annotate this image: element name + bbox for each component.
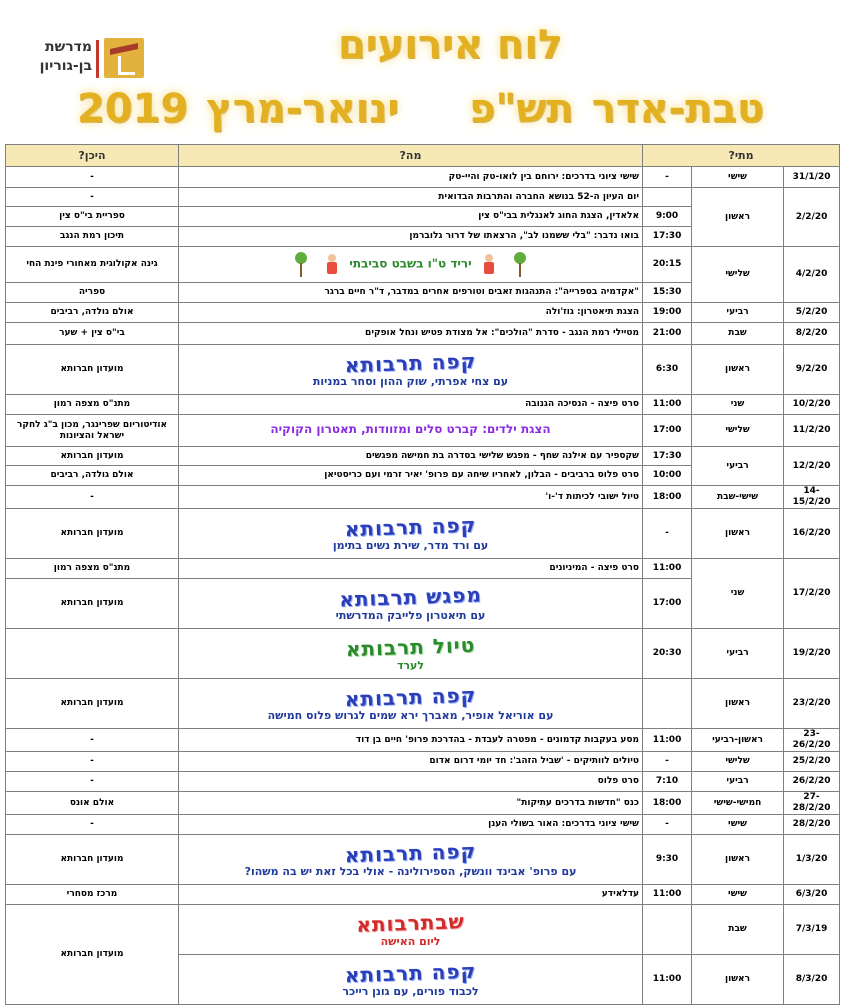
event-date: 4/2/20 <box>784 247 840 303</box>
event-what: מטיילי רמת הנגב - סדרת "הולכים": אל מצודת פטיש ונחל אופקים <box>179 323 643 345</box>
event-time <box>643 679 692 729</box>
event-time: 15:30 <box>643 283 692 303</box>
event-date: 11/2/20 <box>784 415 840 447</box>
table-row <box>6 447 840 466</box>
event-time <box>643 905 692 955</box>
event-where: מרכז מסחרי <box>6 885 179 905</box>
tree-icon <box>512 252 528 278</box>
table-row <box>6 815 840 835</box>
table-row <box>6 509 840 559</box>
event-time: - <box>643 167 692 188</box>
event-date: 31/1/20 <box>784 167 840 188</box>
event-highlight-title: קפה תרבותא <box>344 512 477 541</box>
event-what: שישי ציוני בדרכים: ירוחם בין לואו-טק והיי-טק <box>179 167 643 188</box>
event-what <box>179 835 643 885</box>
event-where: אולם אונס <box>6 792 179 815</box>
event-highlight-subtitle: לערד <box>396 658 425 672</box>
table-row <box>6 835 840 885</box>
event-time: 17:00 <box>643 579 692 629</box>
event-what <box>179 345 643 395</box>
event-day: חמישי-שישי <box>692 792 784 815</box>
event-time: 17:30 <box>643 447 692 466</box>
event-time: 11:00 <box>643 559 692 579</box>
event-date: 19/2/20 <box>784 629 840 679</box>
event-where: - <box>6 815 179 835</box>
event-date: 12/2/20 <box>784 447 840 486</box>
event-highlight-title: קפה תרבותא <box>344 958 477 987</box>
table-row <box>6 752 840 772</box>
logo-divider <box>96 40 99 78</box>
event-where: מועדון חברותא <box>6 447 179 466</box>
event-where: תיכון רמת הנגב <box>6 227 179 247</box>
event-day: שישי <box>692 815 784 835</box>
event-date: 6/3/20 <box>784 885 840 905</box>
event-what: הצגת תיאטרון: גוז'ולה <box>179 303 643 323</box>
event-what <box>179 679 643 729</box>
event-day: שלישי <box>692 247 784 303</box>
event-what: "אקדמיה בספרייה": התנהגות זאבים וטורפים אחרים במדבר, ד"ר חיים ברגר <box>179 283 643 303</box>
event-where: מועדון חברותא <box>6 835 179 885</box>
event-highlight-subtitle: עם צחי אפרתי, שוק ההון וסחר במניות <box>312 374 509 388</box>
event-where <box>6 629 179 679</box>
event-time: 21:00 <box>643 323 692 345</box>
table-row <box>6 345 840 395</box>
event-where: מועדון חברותא <box>6 579 179 629</box>
event-highlight-title: שבתרבותא <box>355 908 466 937</box>
header-where: היכן? <box>6 145 179 167</box>
event-date: 16/2/20 <box>784 509 840 559</box>
event-highlight-subtitle: עם תיאטרון פלייבק המדרשתי <box>335 608 486 622</box>
event-where: ספריית בי"ס צין <box>6 207 179 227</box>
event-time <box>643 188 692 207</box>
event-time: 7:10 <box>643 772 692 792</box>
event-what <box>179 955 643 1005</box>
event-what: מסע בעקבות קדמונים - מפטרה לעבדת - בהדרכת פרופ' חיים בן דוד <box>179 729 643 752</box>
event-date: 14-15/2/20 <box>784 486 840 509</box>
event-where: ספריה <box>6 283 179 303</box>
event-highlight-title: קפה תרבותא <box>344 348 477 377</box>
event-where: - <box>6 486 179 509</box>
event-where: מועדון חברותא <box>6 679 179 729</box>
event-day: ראשון <box>692 679 784 729</box>
event-what: כנס "חדשות בדרכים עתיקות" <box>179 792 643 815</box>
event-time: - <box>643 509 692 559</box>
event-date: 25/2/20 <box>784 752 840 772</box>
fair-title: יריד ט"ו בשבט סביבתי <box>349 256 472 270</box>
event-date: 1/3/20 <box>784 835 840 885</box>
event-day: שני <box>692 559 784 629</box>
events-table <box>5 144 840 1005</box>
event-date: 27-28/2/20 <box>784 792 840 815</box>
event-time: 18:00 <box>643 486 692 509</box>
event-time: 10:00 <box>643 466 692 486</box>
event-what <box>179 247 643 283</box>
hebrew-date-range: טבת-אדר תש"פ <box>469 86 764 132</box>
event-day: רביעי <box>692 303 784 323</box>
event-time: 9:30 <box>643 835 692 885</box>
children-show-title: הצגת ילדים: קברט סלים ומזוודות, תאטרון הקוקיה <box>270 422 551 436</box>
event-what: טיול ישובי לכיתות ד'-ו' <box>179 486 643 509</box>
table-header-row <box>6 145 840 167</box>
event-where: אולם גולדה, רביבים <box>6 466 179 486</box>
table-row <box>6 772 840 792</box>
event-time: - <box>643 815 692 835</box>
event-date: 10/2/20 <box>784 395 840 415</box>
event-what <box>179 509 643 559</box>
event-what <box>179 579 643 629</box>
child-icon <box>481 252 497 278</box>
event-what <box>179 905 643 955</box>
event-highlight-title: טיול תרבותא <box>345 632 476 661</box>
page-subtitle <box>76 86 790 132</box>
event-highlight-title: מפגש תרבותא <box>338 582 483 611</box>
event-what: סרט פיצה - המיניונים <box>179 559 643 579</box>
event-time: 19:00 <box>643 303 692 323</box>
event-time: 20:15 <box>643 247 692 283</box>
event-highlight-title: קפה תרבותא <box>344 682 477 711</box>
event-what: אלאדין, הצגת החוג לאנגלית בבי"ס צין <box>179 207 643 227</box>
event-time: 11:00 <box>643 885 692 905</box>
event-day: רביעי <box>692 772 784 792</box>
event-day: ראשון <box>692 188 784 247</box>
event-day: שישי-שבת <box>692 486 784 509</box>
event-time: 18:00 <box>643 792 692 815</box>
event-day: ראשון <box>692 509 784 559</box>
event-time: 20:30 <box>643 629 692 679</box>
event-day: שני <box>692 395 784 415</box>
table-row <box>6 792 840 815</box>
event-day: שלישי <box>692 415 784 447</box>
event-where: - <box>6 167 179 188</box>
event-date: 17/2/20 <box>784 559 840 629</box>
event-where: - <box>6 772 179 792</box>
event-day: ראשון <box>692 955 784 1005</box>
school-logo <box>30 38 142 82</box>
event-date: 2/2/20 <box>784 188 840 247</box>
event-day: רביעי <box>692 629 784 679</box>
tree-icon <box>293 252 309 278</box>
table-row <box>6 323 840 345</box>
event-where: מועדון חברותא <box>6 905 179 1005</box>
child-icon <box>324 252 340 278</box>
event-highlight-title: קפה תרבותא <box>344 838 477 867</box>
event-time: 17:00 <box>643 415 692 447</box>
event-date: 28/2/20 <box>784 815 840 835</box>
event-where: בי"ס צין + שער <box>6 323 179 345</box>
table-row <box>6 905 840 955</box>
event-where: - <box>6 752 179 772</box>
event-where: מתנ"ס מצפה רמון <box>6 559 179 579</box>
event-day: ראשון <box>692 835 784 885</box>
event-where: אולם גולדה, רביבים <box>6 303 179 323</box>
event-what: בואו נדבר: "בלי ששמנו לב", הרצאתו של דרור גלוברמן <box>179 227 643 247</box>
table-row <box>6 679 840 729</box>
table-row <box>6 167 840 188</box>
event-day: רביעי <box>692 447 784 486</box>
event-what: טיולים לוותיקים - 'שביל הזהב': חד יומי דרום אדום <box>179 752 643 772</box>
header-what: מה? <box>179 145 643 167</box>
table-row <box>6 395 840 415</box>
event-where: מועדון חברותא <box>6 345 179 395</box>
event-date: 8/2/20 <box>784 323 840 345</box>
event-time: - <box>643 752 692 772</box>
event-time: 6:30 <box>643 345 692 395</box>
event-day: שישי <box>692 885 784 905</box>
event-date: 23-26/2/20 <box>784 729 840 752</box>
table-row <box>6 559 840 579</box>
event-day: שלישי <box>692 752 784 772</box>
event-what <box>179 415 643 447</box>
event-time: 11:00 <box>643 955 692 1005</box>
table-row <box>6 303 840 323</box>
table-row <box>6 629 840 679</box>
table-row <box>6 729 840 752</box>
event-where: - <box>6 729 179 752</box>
event-highlight-subtitle: עם פרופ' אבינד וונשק, הספירולינה - אולי בכל זאת יש בה משהו? <box>244 864 577 878</box>
gregorian-date-range: ינואר-מרץ 2019 <box>76 86 400 132</box>
table-row <box>6 885 840 905</box>
table-row <box>6 188 840 207</box>
event-highlight-subtitle: עם אוריאל אופיר, מאברך ירא שמים לגרוש פלוס חמישה <box>267 708 554 722</box>
header-when: מתי? <box>643 145 840 167</box>
event-time: 17:30 <box>643 227 692 247</box>
event-day: ראשון-רביעי <box>692 729 784 752</box>
logo-text: מדרשת בן-גוריון <box>39 39 92 74</box>
table-row <box>6 486 840 509</box>
event-time: 11:00 <box>643 729 692 752</box>
event-what: שקספיר עם אילנה שחף - מפגש שלישי בסדרה בת חמישה מפגשים <box>179 447 643 466</box>
event-highlight-subtitle: ליום האישה <box>380 934 441 948</box>
event-what: סרט פיצה - הנסיכה הגנובה <box>179 395 643 415</box>
logo-mark-icon <box>104 38 144 78</box>
event-highlight-subtitle: עם ורד מדר, שירת נשים בתימן <box>332 538 489 552</box>
table-row <box>6 415 840 447</box>
event-where: מועדון חברותא <box>6 509 179 559</box>
event-day: שישי <box>692 167 784 188</box>
event-where: מתנ"ס מצפה רמון <box>6 395 179 415</box>
event-date: 23/2/20 <box>784 679 840 729</box>
event-where: - <box>6 188 179 207</box>
event-what: סרט פלוס <box>179 772 643 792</box>
event-what: עדלאידע <box>179 885 643 905</box>
event-what: סרט פלוס ברביבים - הבלון, לאחריו שיחה עם פרופ' יאיר זרמי ועם כריסטיאן <box>179 466 643 486</box>
event-day: שבת <box>692 905 784 955</box>
event-time: 11:00 <box>643 395 692 415</box>
page-title: לוח אירועים <box>337 22 563 68</box>
event-date: 7/3/19 <box>784 905 840 955</box>
event-what <box>179 629 643 679</box>
event-day: ראשון <box>692 345 784 395</box>
table-row <box>6 247 840 283</box>
event-highlight-subtitle: לכבוד פורים, עם גונן רייכר <box>342 984 479 998</box>
event-date: 5/2/20 <box>784 303 840 323</box>
event-where: אודיטוריום שפרינגר, מכון ב"ג לחקר ישראל והציונות <box>6 415 179 447</box>
event-what: יום העיון ה-52 בנושא החברה והתרבות הבדואית <box>179 188 643 207</box>
event-what: שישי ציוני בדרכים: האור בשולי הענן <box>179 815 643 835</box>
event-day: שבת <box>692 323 784 345</box>
events-table-wrapper <box>5 144 839 1005</box>
event-date: 8/3/20 <box>784 955 840 1005</box>
event-where: גינה אקולוגית מאחורי פינת החי <box>6 247 179 283</box>
event-date: 9/2/20 <box>784 345 840 395</box>
event-time: 9:00 <box>643 207 692 227</box>
event-date: 26/2/20 <box>784 772 840 792</box>
